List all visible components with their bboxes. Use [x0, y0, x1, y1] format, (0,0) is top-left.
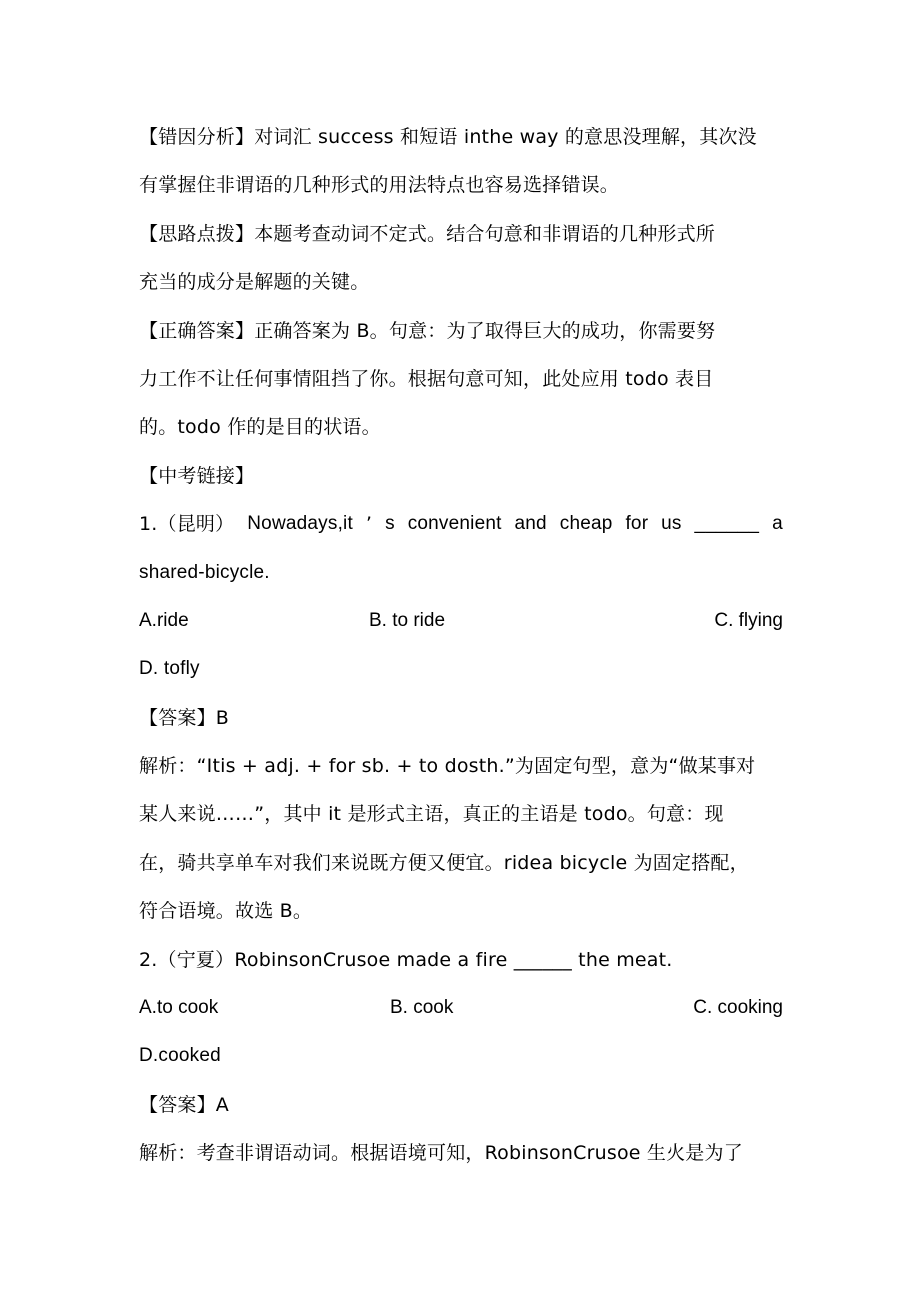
approach-line-2: 充当的成分是解题的关键。 — [139, 271, 370, 294]
question-1-word: a — [772, 513, 783, 535]
question-1-analysis-line-1: 解析：“Itis + adj. + for sb. + to dosth.”为固定句型，意为“做某事对 — [139, 755, 756, 778]
question-1-blank: ______ — [694, 513, 760, 535]
question-1-option-b: B. to ride — [369, 609, 446, 631]
question-1-stem-line-2: shared-bicycle. — [139, 561, 270, 583]
correct-answer-line-3: 的。todo 作的是目的状语。 — [139, 416, 381, 439]
question-1-stem — [139, 500, 783, 548]
question-1-option-a: A.ride — [139, 609, 189, 631]
question-2-analysis-line-1: 解析：考查非谓语动词。根据语境可知，RobinsonCrusoe 生火是为了 — [139, 1142, 743, 1165]
approach-line-1: 【思路点拨】本题考查动词不定式。结合句意和非谓语的几种形式所 — [139, 222, 716, 245]
exam-link-heading: 【中考链接】 — [139, 464, 255, 487]
question-1-analysis-line-4: 符合语境。故选 B。 — [139, 900, 313, 923]
error-analysis-line-1: 【错因分析】对词汇 success 和短语 inthe way 的意思没理解，其次没 — [139, 126, 757, 148]
question-1-option-c: C. flying — [714, 609, 783, 631]
question-1-analysis-line-2: 某人来说……”，其中 it 是形式主语，真正的主语是 todo。句意：现 — [139, 803, 724, 826]
document-page — [139, 113, 783, 1178]
question-1-options-row — [139, 597, 783, 645]
question-1-word: Nowadays,it — [247, 513, 353, 535]
question-1-answer: 【答案】B — [139, 706, 230, 729]
correct-answer-line-1: 【正确答案】正确答案为 B。句意：为了取得巨大的成功，你需要努 — [139, 319, 716, 342]
error-analysis-line-2: 有掌握住非谓语的几种形式的用法特点也容易选择错误。 — [139, 174, 620, 197]
question-1-word: cheap — [559, 513, 613, 535]
question-1-analysis-line-3: 在，骑共享单车对我们来说既方便又便宜。ridea bicycle 为固定搭配， — [139, 851, 749, 874]
question-1-word: convenient — [407, 513, 502, 535]
question-1-word: for — [625, 513, 649, 535]
correct-answer-line-2: 力工作不让任何事情阻挡了你。根据句意可知，此处应用 todo 表目 — [139, 367, 714, 390]
question-2-options-row — [139, 984, 783, 1032]
question-2-option-b: B. cook — [390, 997, 454, 1019]
question-2-stem: 2.（宁夏）RobinsonCrusoe made a fire ______ the meat. — [139, 948, 673, 971]
question-1-number-region: 1.（昆明） — [139, 513, 235, 536]
question-1-option-d: D. tofly — [139, 658, 200, 680]
question-2-option-c: C. cooking — [693, 997, 783, 1019]
question-1-word: s — [385, 513, 395, 535]
question-1-word: us — [661, 513, 682, 535]
question-2-answer: 【答案】A — [139, 1093, 229, 1116]
question-1-word: and — [514, 513, 547, 535]
question-1-apostrophe: ’ — [365, 513, 373, 536]
question-2-option-a: A.to cook — [139, 997, 219, 1019]
question-2-option-d: D.cooked — [139, 1045, 221, 1067]
